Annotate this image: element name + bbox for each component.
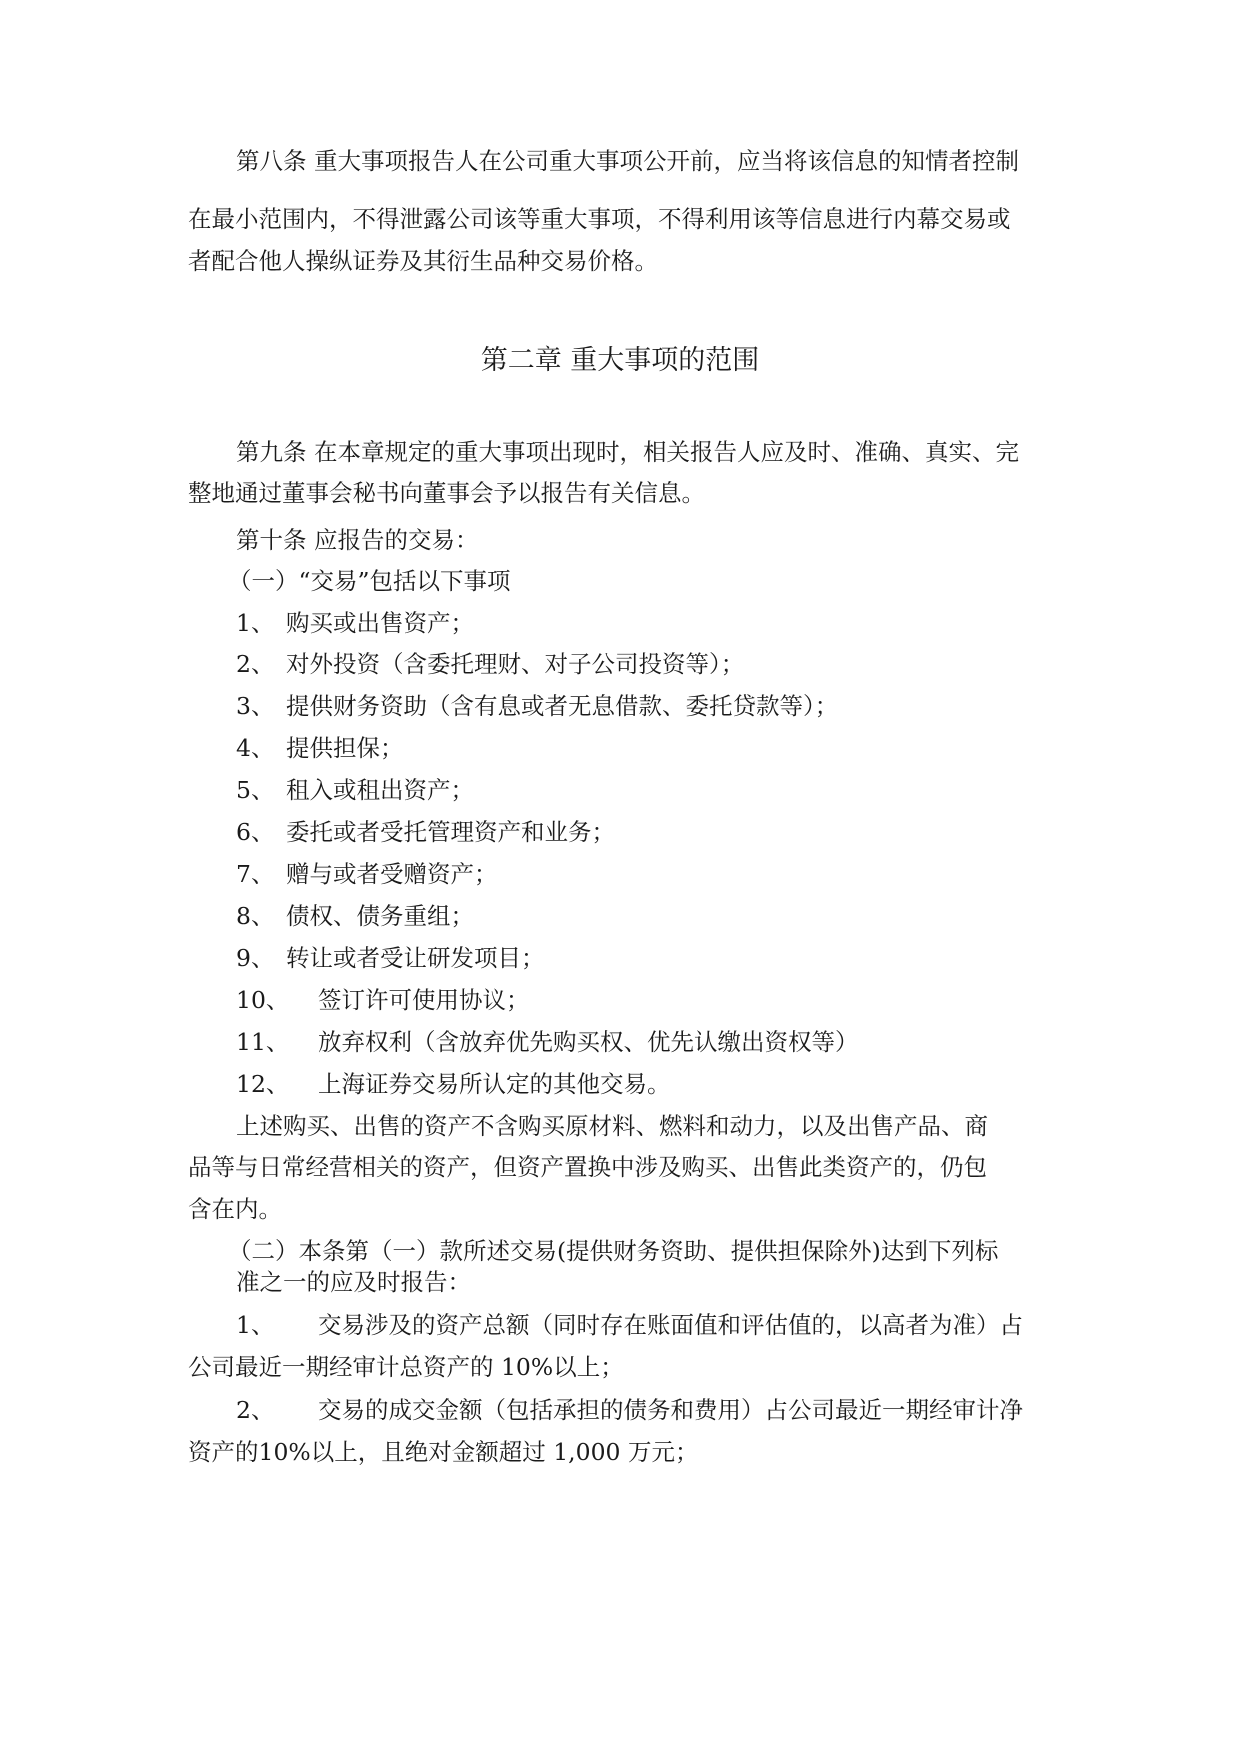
art8-line-2: 在最小范围内，不得泄露公司该等重大事项，不得利用该等信息进行内幕交易或 xyxy=(188,205,1011,233)
note-line-2: 品等与日常经营相关的资产，但资产置换中涉及购买、出售此类资产的，仍包 xyxy=(188,1153,987,1181)
criterion-text: 交易的成交金额（包括承担的债务和费用）占公司最近一期经审计净 xyxy=(318,1396,1023,1424)
list-item-number: 4、 xyxy=(236,734,275,762)
list-item-text: 放弃权利（含放弃优先购买权、优先认缴出资权等） xyxy=(318,1028,859,1056)
art9-line-2: 整地通过董事会秘书向董事会予以报告有关信息。 xyxy=(188,479,705,507)
chapter-title: 第二章 重大事项的范围 xyxy=(480,345,760,376)
criterion-2-line-2: 资产的10%以上，且绝对金额超过 1,000 万元； xyxy=(188,1438,699,1466)
art8-line-1: 第八条 重大事项报告人在公司重大事项公开前，应当将该信息的知情者控制 xyxy=(236,147,1019,175)
list-item-number: 7、 xyxy=(236,860,275,888)
list-item-text: 签订许可使用协议； xyxy=(318,986,530,1014)
list-item-number: 5、 xyxy=(236,776,275,804)
list-item-number: 8、 xyxy=(236,902,275,930)
criterion-1-line-2: 公司最近一期经审计总资产的 10%以上； xyxy=(188,1353,624,1381)
note-line-1: 上述购买、出售的资产不含购买原材料、燃料和动力，以及出售产品、商 xyxy=(236,1112,988,1140)
subsection-2-line-1: （二）本条第（一）款所述交易(提供财务资助、提供担保除外)达到下列标 xyxy=(228,1237,999,1265)
list-item-number: 9、 xyxy=(236,944,275,972)
list-item-number: 11、 xyxy=(236,1028,290,1056)
list-item-text: 对外投资（含委托理财、对子公司投资等）； xyxy=(286,650,745,678)
note-line-3: 含在内。 xyxy=(188,1195,282,1223)
list-item-number: 10、 xyxy=(236,986,290,1014)
list-item-number: 12、 xyxy=(236,1070,290,1098)
art8-line-3: 者配合他人操纵证券及其衍生品种交易价格。 xyxy=(188,247,658,275)
list-item-text: 债权、债务重组； xyxy=(286,902,474,930)
list-item-text: 购买或出售资产； xyxy=(286,609,474,637)
art9-line-1: 第九条 在本章规定的重大事项出现时，相关报告人应及时、准确、真实、完 xyxy=(236,438,1019,466)
criterion-number: 1、 xyxy=(236,1311,275,1339)
list-item-text: 提供担保； xyxy=(286,734,404,762)
art10-subsection-1: （一）“交易”包括以下事项 xyxy=(228,567,511,595)
list-item-text: 上海证券交易所认定的其他交易。 xyxy=(318,1070,671,1098)
art10-heading: 第十条 应报告的交易： xyxy=(236,526,479,554)
list-item-number: 6、 xyxy=(236,818,275,846)
list-item-text: 委托或者受托管理资产和业务； xyxy=(286,818,615,846)
list-item-text: 提供财务资助（含有息或者无息借款、委托贷款等）； xyxy=(286,692,839,720)
criterion-text: 交易涉及的资产总额（同时存在账面值和评估值的，以高者为准）占 xyxy=(318,1311,1023,1339)
list-item-text: 赠与或者受赠资产； xyxy=(286,860,498,888)
list-item-number: 1、 xyxy=(236,609,275,637)
list-item-number: 3、 xyxy=(236,692,275,720)
subsection-2-line-2: 准之一的应及时报告： xyxy=(236,1268,471,1296)
list-item-text: 转让或者受让研发项目； xyxy=(286,944,545,972)
criterion-number: 2、 xyxy=(236,1396,275,1424)
list-item-number: 2、 xyxy=(236,650,275,678)
list-item-text: 租入或租出资产； xyxy=(286,776,474,804)
